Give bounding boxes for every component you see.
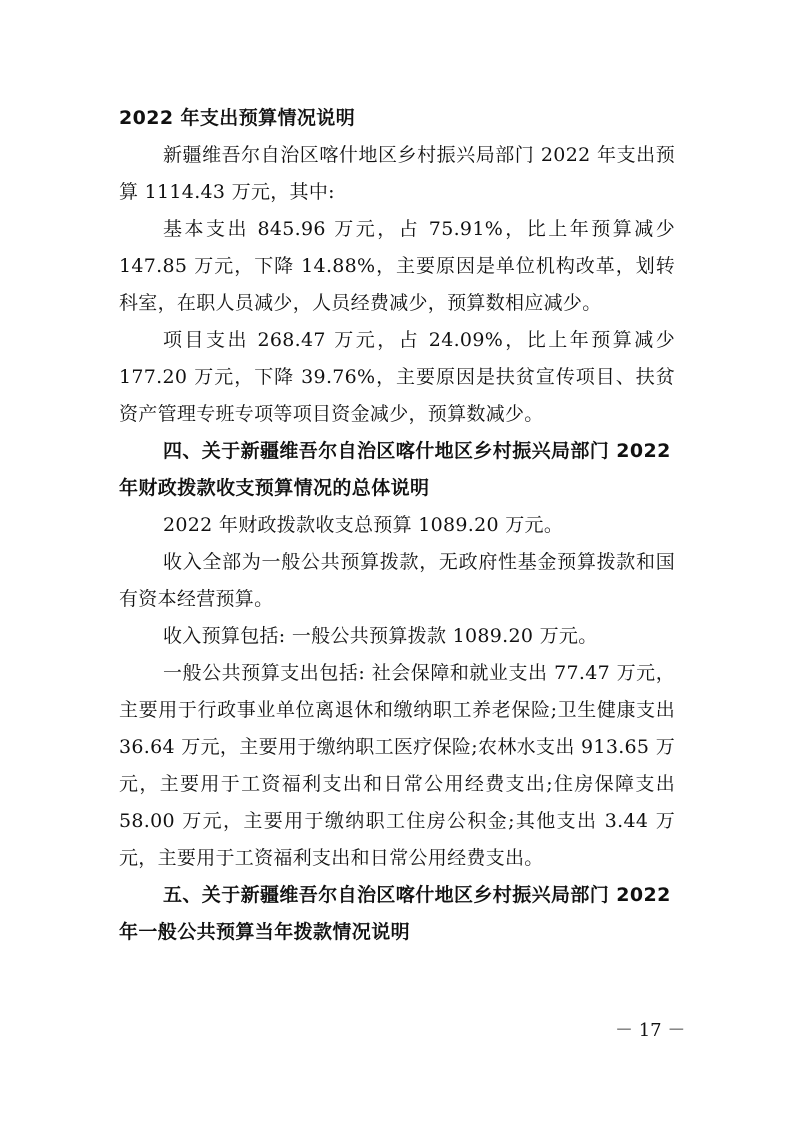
section-heading-3-tail: 2022 年支出预算情况说明 xyxy=(119,107,356,129)
section-heading-4: 四、关于新疆维吾尔自治区喀什地区乡村振兴局部门 2022 年财政拨款收支预算情况的总体说明 xyxy=(119,440,671,499)
section-heading-5: 五、关于新疆维吾尔自治区喀什地区乡村振兴局部门 2022 年一般公共预算当年拨款情况说明 xyxy=(119,884,671,943)
paragraph-general-expenditure: 一般公共预算支出包括: 社会保障和就业支出 77.47 万元，主要用于行政事业单位离退休和缴纳职工养老保险;卫生健康支出 36.64 万元，主要用于缴纳职工医疗保险;农林水支出 913.65 万元，主要用于工资福利支出和日常公用经费支出;住房保障支出 58.00 万元，主要用于缴纳职工住房公积金;其他支出 3.44 万元，主要用于工资福利支出和日常公用经费支出。 xyxy=(119,662,675,869)
paragraph-income-budget: 收入预算包括: 一般公共预算拨款 1089.20 万元。 xyxy=(163,625,598,647)
paragraph-basic-expenditure: 基本支出 845.96 万元，占 75.91%，比上年预算减少 147.85 万元，下降 14.88%，主要原因是单位机构改革，划转科室，在职人员减少，人员经费减少，预算数相应减少。 xyxy=(119,218,675,314)
paragraph-project-expenditure: 项目支出 268.47 万元，占 24.09%，比上年预算减少 177.20 万元，下降 39.76%，主要原因是扶贫宣传项目、扶贫资产管理专班专项等项目资金减少，预算数减少。 xyxy=(119,329,675,425)
page-number: － 17 － xyxy=(615,1020,686,1041)
paragraph-fiscal-total: 2022 年财政拨款收支总预算 1089.20 万元。 xyxy=(163,514,564,536)
document-body xyxy=(119,100,675,951)
paragraph-expenditure-total: 新疆维吾尔自治区喀什地区乡村振兴局部门 2022 年支出预算 1114.43 万元，其中: xyxy=(119,144,675,203)
paragraph-income-source: 收入全部为一般公共预算拨款，无政府性基金预算拨款和国有资本经营预算。 xyxy=(119,551,675,610)
